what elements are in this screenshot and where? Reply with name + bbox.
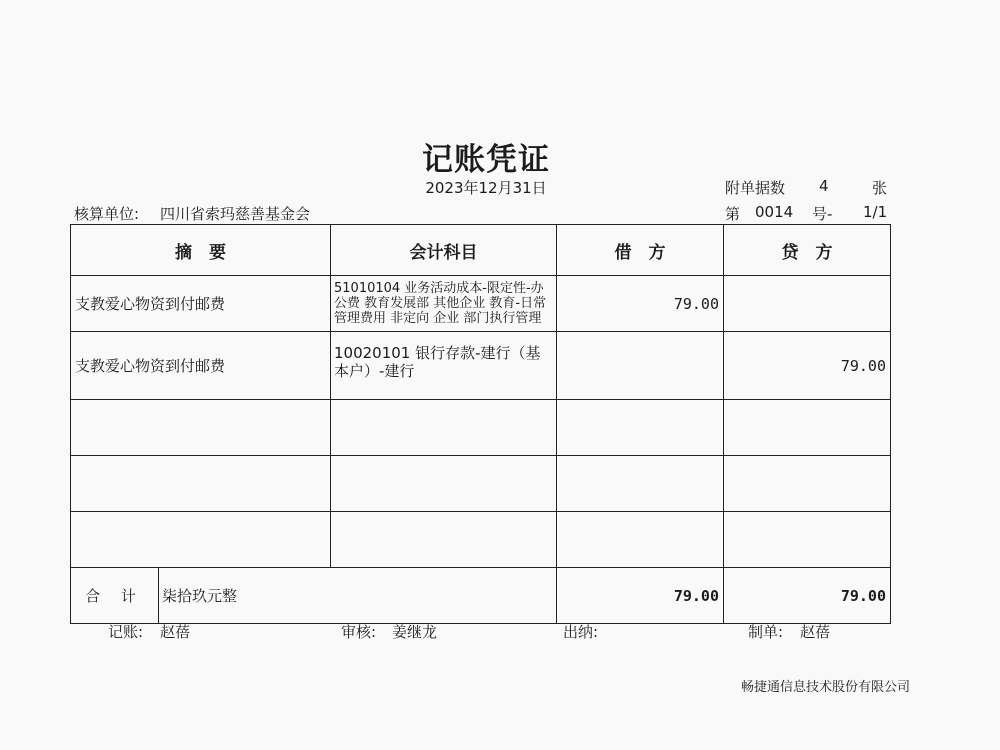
row-summary [71, 512, 331, 568]
attachments-label: 附单据数 [725, 179, 786, 197]
table-row [71, 332, 891, 400]
bookkeeper-label: 记账: [108, 623, 144, 641]
header-debit: 借 方 [557, 225, 724, 276]
attachments-count: 4 [819, 177, 829, 195]
header-subject: 会计科目 [331, 225, 557, 276]
attachments-unit: 张 [872, 179, 888, 197]
row-subject [331, 512, 557, 568]
row-summary: 支教爱心物资到付邮费 [71, 332, 331, 400]
row-summary: 支教爱心物资到付邮费 [71, 276, 331, 332]
row-subject: 10020101 银行存款-建行（基本户）-建行 [331, 332, 557, 400]
voucher-number: 0014 [755, 203, 794, 221]
row-credit [724, 512, 891, 568]
voucher-title: 记账凭证 [422, 142, 550, 178]
unit-name: 四川省索玛慈善基金会 [160, 205, 311, 223]
row-subject [331, 456, 557, 512]
unit-label: 核算单位: [74, 205, 140, 223]
total-amount-words: 柒拾玖元整 [159, 568, 557, 624]
table-row [71, 276, 891, 332]
row-subject [331, 400, 557, 456]
table-row [71, 456, 891, 512]
preparer-name: 赵蓓 [800, 623, 831, 641]
header-credit: 贷 方 [724, 225, 891, 276]
row-credit [724, 456, 891, 512]
row-summary [71, 400, 331, 456]
row-debit [557, 400, 724, 456]
header-row [71, 225, 891, 276]
software-company: 畅捷通信息技术股份有限公司 [741, 680, 911, 695]
row-credit: 79.00 [724, 332, 891, 400]
cashier-label: 出纳: [563, 623, 599, 641]
page-indicator: 1/1 [863, 203, 888, 221]
reviewer-name: 姜继龙 [392, 623, 438, 641]
row-credit [724, 276, 891, 332]
table-row [71, 400, 891, 456]
voucher-date: 2023年12月31日 [425, 179, 547, 197]
table-row [71, 512, 891, 568]
row-credit [724, 400, 891, 456]
total-row [71, 568, 891, 624]
total-debit: 79.00 [557, 568, 724, 624]
number-suffix: 号- [812, 205, 833, 223]
reviewer-label: 审核: [341, 623, 377, 641]
row-debit [557, 456, 724, 512]
row-debit [557, 512, 724, 568]
row-subject: 51010104 业务活动成本-限定性-办公费 教育发展部 其他企业 教育-日常管理费用 非定向 企业 部门执行管理 [331, 276, 557, 332]
voucher-table [70, 224, 891, 624]
header-summary: 摘 要 [71, 225, 331, 276]
number-prefix: 第 [725, 205, 741, 223]
preparer-label: 制单: [748, 623, 784, 641]
row-debit [557, 332, 724, 400]
row-summary [71, 456, 331, 512]
bookkeeper-name: 赵蓓 [160, 623, 191, 641]
total-credit: 79.00 [724, 568, 891, 624]
total-label: 合 计 [71, 568, 159, 624]
row-debit: 79.00 [557, 276, 724, 332]
